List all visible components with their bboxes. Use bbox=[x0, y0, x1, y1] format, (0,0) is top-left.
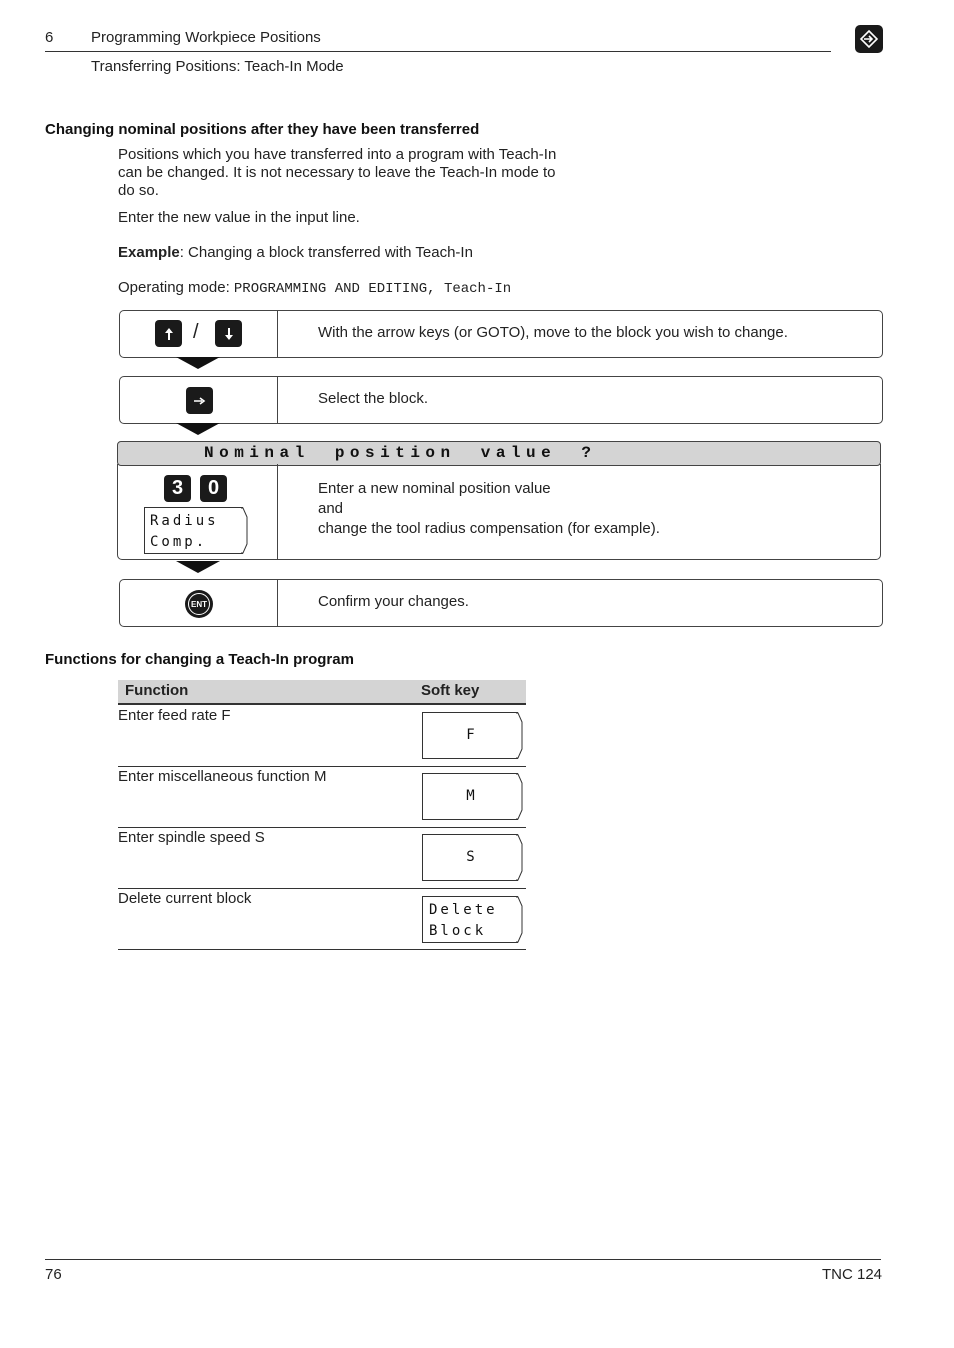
digit-key-3: 3 bbox=[164, 475, 191, 502]
misc-function-softkey-label: M bbox=[466, 788, 475, 804]
chapter-number: 6 bbox=[45, 29, 54, 46]
step2-description: Select the block. bbox=[318, 390, 429, 407]
functions-table bbox=[118, 680, 526, 949]
step3-description-line2: and bbox=[318, 500, 344, 517]
table-cell-function: Enter feed rate F bbox=[118, 707, 231, 724]
step3-description-line1: Enter a new nominal position value bbox=[318, 480, 551, 497]
operating-mode-label: Operating mode: bbox=[118, 279, 234, 296]
arrow-down-key-icon bbox=[215, 320, 242, 347]
table-row bbox=[118, 705, 526, 767]
section-subtitle: Transferring Positions: Teach-In Mode bbox=[91, 58, 344, 75]
table-header bbox=[118, 680, 526, 705]
dialog-prompt-bar bbox=[117, 441, 881, 466]
flow-arrow-1 bbox=[176, 357, 220, 369]
feed-rate-softkey[interactable] bbox=[422, 712, 518, 759]
arrow-right-key-icon bbox=[186, 387, 213, 414]
section-heading-functions: Functions for changing a Teach-In program bbox=[45, 651, 354, 668]
table-cell-function: Enter miscellaneous function M bbox=[118, 768, 327, 785]
page-number: 76 bbox=[45, 1266, 62, 1283]
misc-function-softkey[interactable] bbox=[422, 773, 518, 820]
step1-description: With the arrow keys (or GOTO), move to the block you wish to change. bbox=[318, 324, 788, 341]
dialog-prompt-text: Nominal position value ? bbox=[204, 444, 597, 462]
radius-comp-softkey bbox=[144, 507, 243, 554]
step4-description: Confirm your changes. bbox=[318, 593, 469, 610]
delete-block-softkey[interactable] bbox=[422, 896, 518, 943]
input-line-instruction: Enter the new value in the input line. bbox=[118, 209, 360, 226]
header-rule bbox=[45, 51, 831, 52]
intro-paragraph-line2: can be changed. It is not necessary to leave the Teach-In mode to bbox=[118, 164, 556, 181]
table-cell-function: Enter spindle speed S bbox=[118, 829, 265, 846]
step-box-move-to-block bbox=[119, 310, 883, 358]
table-header-softkey: Soft key bbox=[421, 682, 480, 699]
example-label: Example bbox=[118, 244, 180, 261]
example-line bbox=[118, 244, 473, 262]
product-name: TNC 124 bbox=[822, 1266, 883, 1283]
flow-arrow-2 bbox=[176, 423, 220, 435]
spindle-speed-softkey-label: S bbox=[466, 849, 475, 865]
feed-rate-softkey-label: F bbox=[466, 727, 475, 743]
operating-mode-value: PROGRAMMING AND EDITING, Teach-In bbox=[233, 281, 512, 297]
table-row bbox=[118, 827, 526, 889]
section-heading-changing-positions: Changing nominal positions after they have been transferred bbox=[45, 121, 480, 138]
chapter-title: Programming Workpiece Positions bbox=[91, 29, 321, 46]
example-text: : Changing a block transferred with Teach-In bbox=[179, 244, 473, 261]
flow-arrow-3 bbox=[176, 561, 220, 573]
delete-block-softkey-line2: Block bbox=[429, 923, 487, 939]
intro-paragraph-line3: do so. bbox=[118, 182, 159, 199]
step3-description-line3: change the tool radius compensation (for example). bbox=[318, 520, 660, 537]
delete-block-softkey-line1: Delete bbox=[429, 902, 498, 918]
step-box-select-block bbox=[119, 376, 883, 424]
intro-paragraph-line1: Positions which you have transferred into a program with Teach-In bbox=[118, 146, 557, 163]
radius-comp-softkey-line1: Radius bbox=[150, 513, 219, 529]
ent-key-icon bbox=[185, 590, 213, 618]
operating-mode-line bbox=[118, 279, 511, 298]
footer-rule bbox=[45, 1259, 881, 1260]
table-header-function: Function bbox=[125, 682, 189, 699]
key-separator: / bbox=[193, 321, 199, 343]
arrow-up-key-icon bbox=[155, 320, 182, 347]
step-box-enter-value bbox=[117, 464, 881, 560]
teach-in-mode-icon bbox=[855, 25, 883, 53]
ent-key-label: ENT bbox=[191, 599, 207, 609]
digit-key-0: 0 bbox=[200, 475, 227, 502]
table-row bbox=[118, 766, 526, 828]
table-cell-function: Delete current block bbox=[118, 890, 252, 907]
spindle-speed-softkey[interactable] bbox=[422, 834, 518, 881]
radius-comp-softkey-line2: Comp. bbox=[150, 534, 208, 550]
table-row bbox=[118, 888, 526, 950]
step-box-confirm bbox=[119, 579, 883, 627]
